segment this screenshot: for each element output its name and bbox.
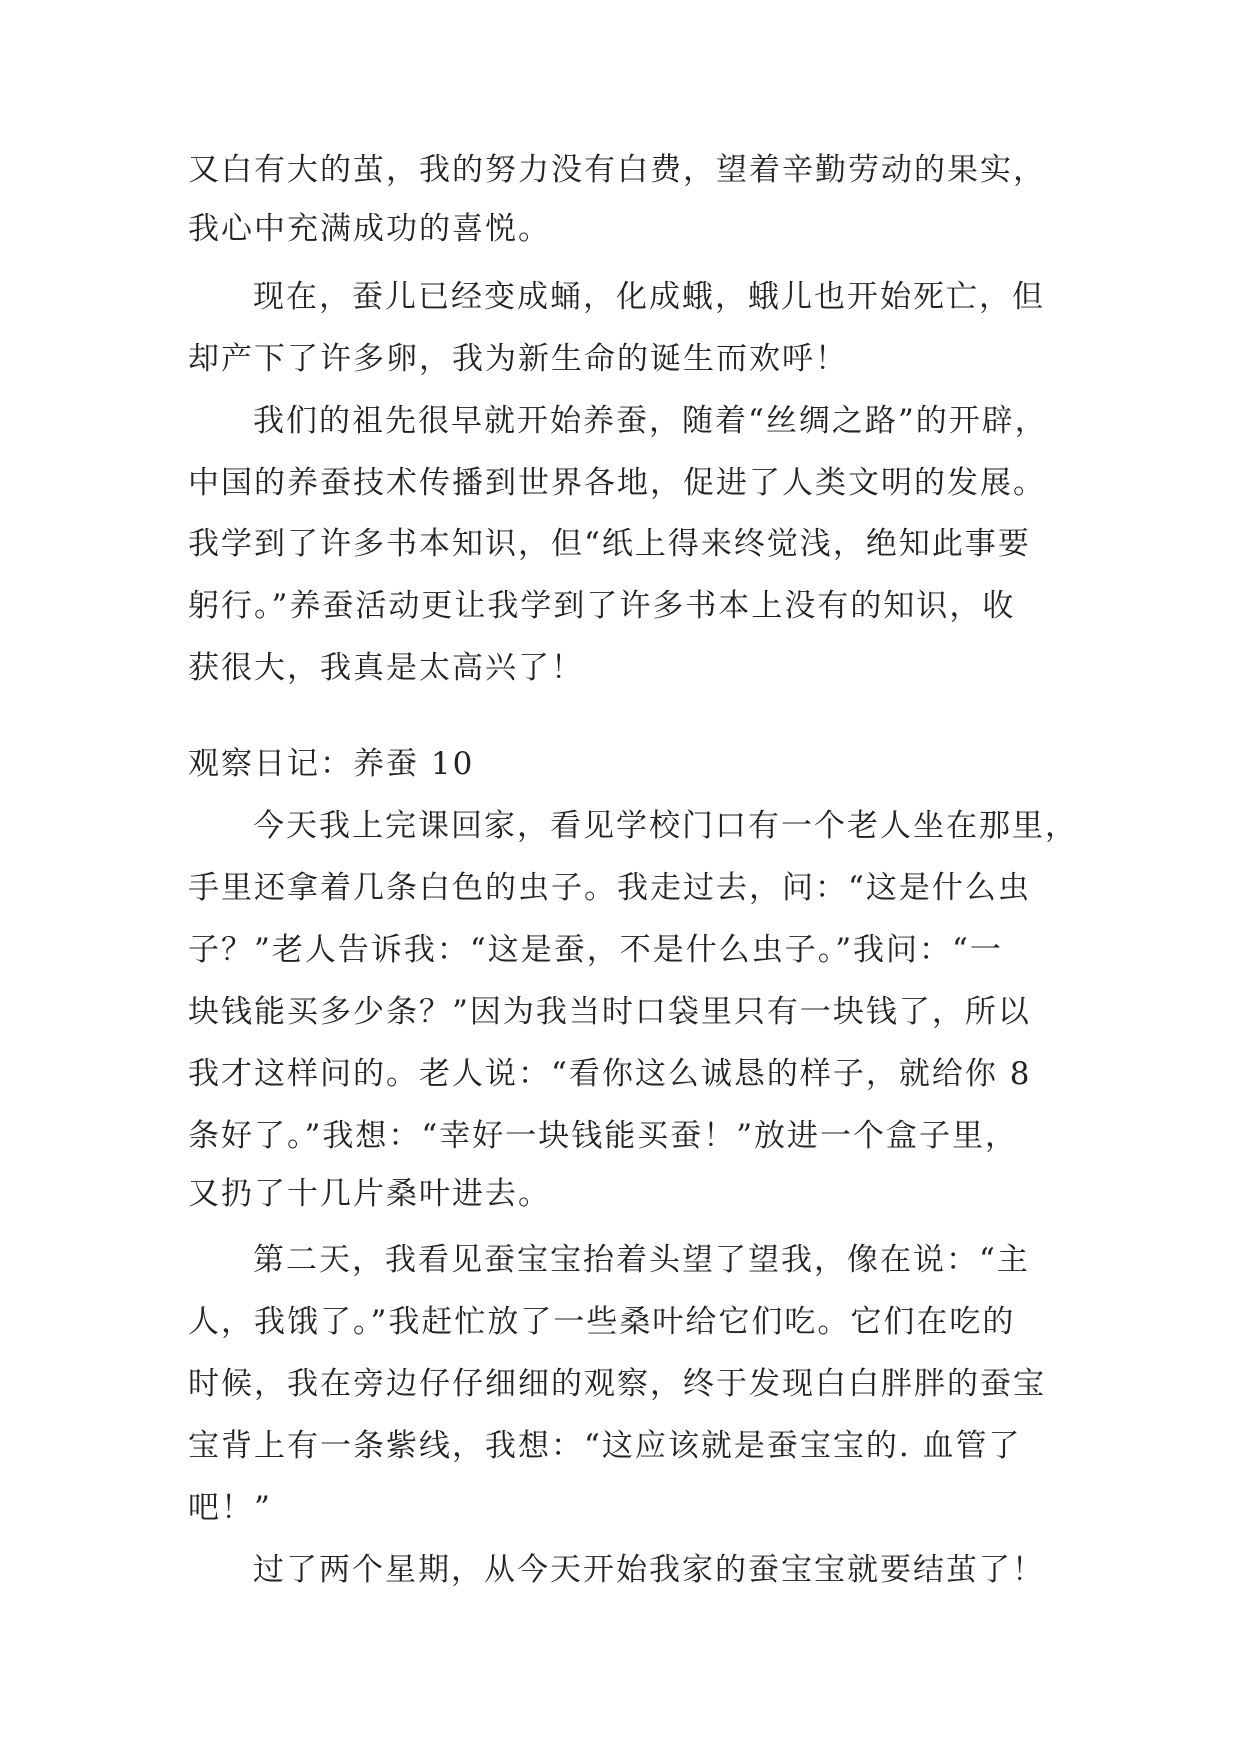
text-line: 子？”老人告诉我：“这是蚕，不是什么虫子。”我问：“一 (188, 932, 1003, 968)
text-line: 又白有大的茧，我的努力没有白费，望着辛勤劳动的果实， (188, 152, 1046, 188)
paragraph-first-line: 今天我上完课回家，看见学校门口有一个老人坐在那里， (253, 808, 1078, 844)
text-line: 手里还拿着几条白色的虫子。我走过去，问：“这是什么虫 (188, 870, 1031, 906)
text-line: 我心中充满成功的喜悦。 (188, 211, 551, 247)
text-line: 躬行。”养蚕活动更让我学到了许多书本上没有的知识，收 (188, 588, 1016, 624)
text-line: 获很大，我真是太高兴了！ (188, 650, 584, 686)
text-line: 人，我饿了。”我赶忙放了一些桑叶给它们吃。它们在吃的 (188, 1304, 1016, 1340)
paragraph-first-line: 过了两个星期，从今天开始我家的蚕宝宝就要结茧了！ (253, 1552, 1045, 1588)
text-line: 我才这样问的。老人说：“看你这么诚恳的样子，就给你 8 (188, 1056, 1032, 1092)
text-line: 我学到了许多书本知识，但“纸上得来终觉浅，绝知此事要 (188, 526, 1031, 562)
paragraph-first-line: 第二天，我看见蚕宝宝抬着头望了望我，像在说：“主 (253, 1242, 1030, 1278)
text-line: 吧！” (188, 1490, 272, 1526)
section-heading: 观察日记：养蚕 10 (188, 746, 475, 782)
text-line: 条好了。”我想：“幸好一块钱能买蚕！”放进一个盒子里， (188, 1118, 1019, 1154)
text-line: 又扔了十几片桑叶进去。 (188, 1176, 551, 1212)
paragraph-first-line: 我们的祖先很早就开始养蚕，随着“丝绸之路”的开辟， (253, 403, 1048, 439)
text-line: 宝背上有一条紫线，我想：“这应该就是蚕宝宝的. 血管了 (188, 1428, 1022, 1464)
text-line: 块钱能买多少条？”因为我当时口袋里只有一块钱了，所以 (188, 994, 1031, 1030)
text-line: 中国的养蚕技术传播到世界各地，促进了人类文明的发展。 (188, 465, 1046, 501)
text-line: 却产下了许多卵，我为新生命的诞生而欢呼！ (188, 341, 848, 377)
text-line: 时候，我在旁边仔仔细细的观察，终于发现白白胖胖的蚕宝 (188, 1366, 1046, 1402)
paragraph-first-line: 现在，蚕儿已经变成蛹，化成蛾，蛾儿也开始死亡，但 (253, 279, 1045, 315)
